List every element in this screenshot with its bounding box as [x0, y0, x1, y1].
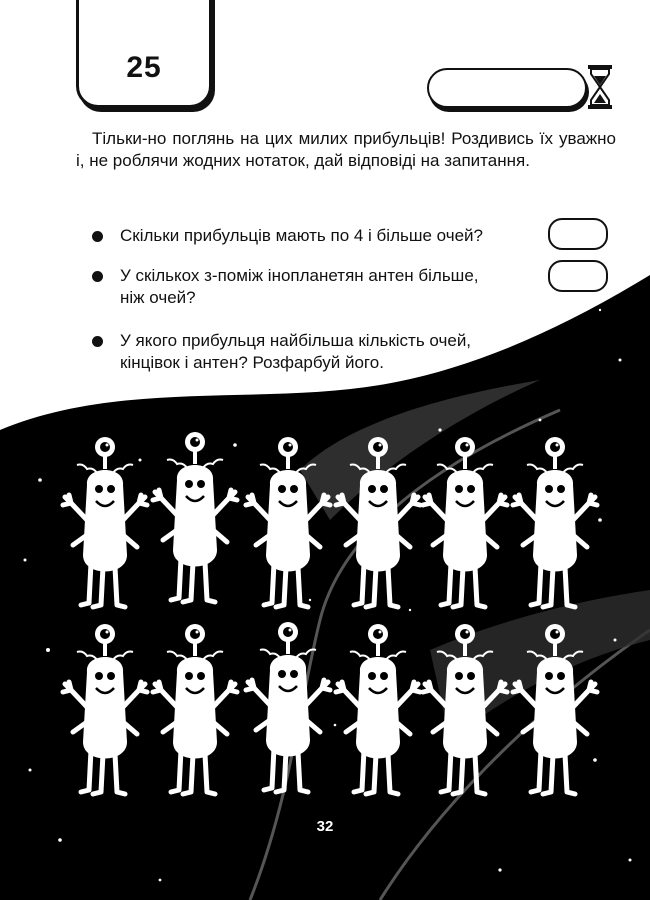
hourglass-icon — [586, 64, 614, 110]
question-text: Скільки прибульців мають по 4 і більше очей? — [120, 226, 484, 245]
page-number: 32 — [316, 818, 334, 835]
task-number: 25 — [126, 51, 162, 84]
bullet-icon — [92, 336, 103, 347]
question-2 — [92, 265, 492, 309]
bullet-icon — [92, 271, 103, 282]
answer-box-1[interactable] — [548, 218, 608, 250]
question-text: У скількох з-поміж інопланетян антен більше, ніж очей? — [120, 266, 479, 307]
answer-box-2[interactable] — [548, 260, 608, 292]
bullet-icon — [92, 231, 103, 242]
question-3 — [92, 330, 532, 374]
question-text: У якого прибульця найбільша кількість очей, кінцівок і антен? Розфарбуй його. — [120, 331, 472, 372]
task-number-tab — [76, 0, 212, 108]
question-1 — [92, 225, 532, 247]
intro-text: Тільки-но поглянь на цих милих прибульців! Роздивись їх уважно і, не роблячи жодних нотаток, дай відповіді на запитання. — [76, 129, 616, 170]
timer-box[interactable] — [427, 68, 587, 108]
